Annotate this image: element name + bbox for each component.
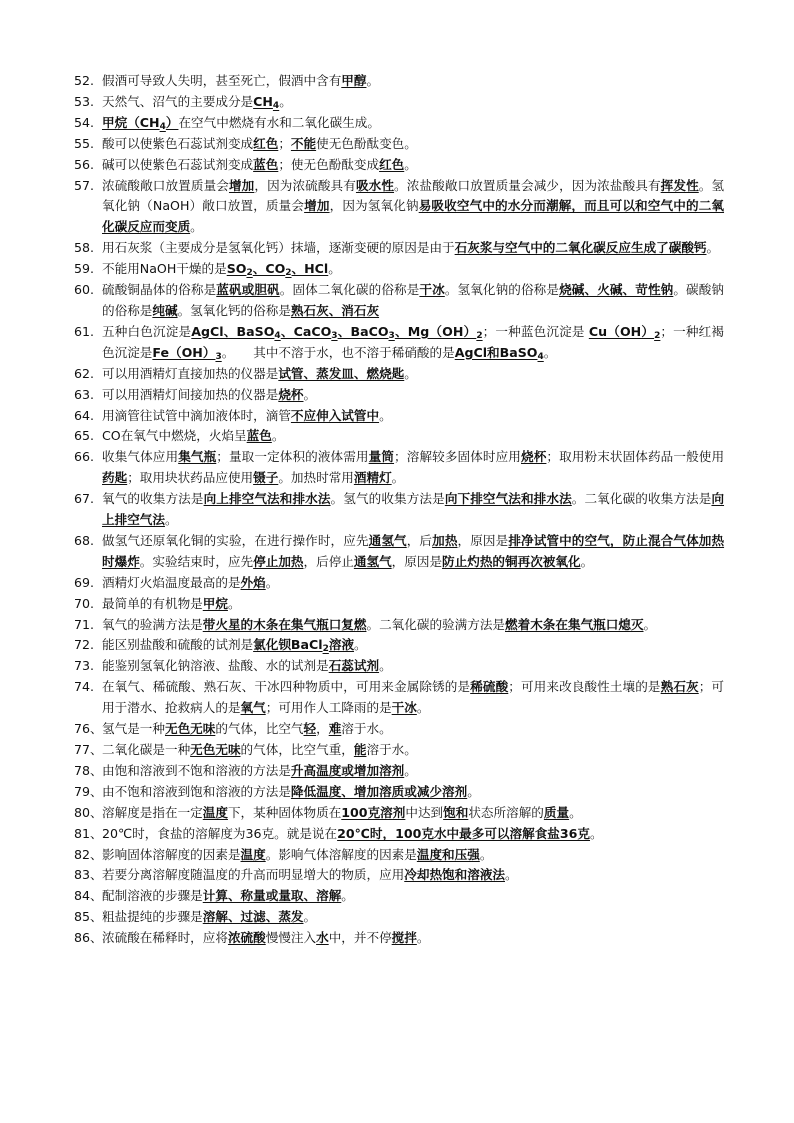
answer-keyword: 甲烷（CH: [102, 114, 160, 130]
answer-keyword: 熟石灰、消石灰: [290, 302, 380, 318]
item-number: 69.: [74, 574, 95, 590]
answer-keyword: 增加: [304, 198, 330, 214]
statement-text: ；使无色酚酞变成: [278, 156, 380, 172]
answer-keyword: SO: [226, 261, 247, 277]
list-item: [74, 155, 724, 176]
item-number: 84、: [74, 888, 103, 904]
list-item: [74, 740, 724, 761]
statement-text: 收集气体应用: [102, 449, 179, 465]
answer-keyword: 甲烷: [202, 595, 228, 611]
item-text: [102, 113, 724, 134]
list-item: [74, 635, 724, 656]
item-number: 56.: [74, 156, 95, 172]
statement-text: 。 其中不溶于水，也不溶于稀硝酸的是: [221, 344, 455, 360]
statement-text: 不能用NaOH干燥的是: [102, 261, 227, 277]
statement-text: 。: [227, 595, 241, 611]
statement-text: ；可用来改良酸性土壤的是: [508, 679, 661, 695]
answer-keyword: 纯碱: [152, 302, 178, 318]
answer-keyword: Cu（OH）: [588, 323, 655, 339]
answer-keyword: 外焰: [240, 574, 266, 590]
statement-text: 氢气是一种: [102, 721, 165, 737]
item-number: 71.: [74, 616, 95, 632]
statement-text: 。: [366, 73, 380, 88]
item-text: [102, 907, 724, 928]
statement-text: ，原因是: [391, 553, 443, 569]
list-item: [74, 113, 724, 134]
answer-keyword: 停止加热: [253, 553, 304, 569]
answer-keyword: 燃着木条在集气瓶口熄灭: [505, 616, 644, 632]
statement-text: 氧气的收集方法是: [102, 491, 204, 507]
statement-text: 中达到: [405, 804, 444, 820]
list-item: [74, 845, 724, 866]
statement-text: ；一种蓝色沉淀是: [482, 323, 589, 339]
statement-text: 。加热时常用: [278, 470, 354, 486]
statement-text: ，因为氢氧化钠: [329, 198, 419, 214]
statement-text: 溶于水。: [341, 721, 392, 737]
answer-keyword: 量筒: [368, 449, 395, 465]
answer-keyword: Fe（OH）: [152, 344, 216, 360]
answer-keyword: 升高温度或增加溶剂: [290, 762, 405, 778]
item-text: [102, 531, 724, 573]
item-text: [102, 176, 724, 239]
item-text: [102, 865, 724, 886]
statement-text: 若要分离溶解度随温度的升高而明显增大的物质，应用: [102, 867, 405, 883]
answer-keyword: 溶解、过滤、蒸发: [202, 909, 304, 925]
answer-keyword: 试管、蒸发皿、燃烧匙: [278, 365, 405, 381]
answer-keyword: 氧气: [240, 700, 266, 716]
list-item: [74, 364, 724, 385]
list-item: [74, 719, 724, 740]
statement-text: 由饱和溶液到不饱和溶液的方法是: [102, 762, 291, 778]
answer-subscript: 3: [388, 330, 395, 341]
item-text: [102, 92, 724, 113]
item-number: 76、: [74, 721, 103, 737]
answer-keyword: AgCl和BaSO: [454, 344, 538, 360]
list-item: [74, 803, 724, 824]
item-text: [102, 635, 724, 656]
answer-keyword: 烧杯: [521, 449, 547, 465]
statement-text: 碱可以使紫色石蕊试剂变成: [102, 156, 254, 172]
list-item: [74, 865, 724, 886]
statement-text: 的气体，比空气: [215, 721, 304, 737]
list-item: [74, 761, 724, 782]
statement-text: 。: [643, 616, 657, 632]
answer-keyword: 温度: [202, 804, 228, 820]
item-number: 62.: [74, 365, 95, 381]
statement-text: ，因为浓硫酸具有: [254, 177, 356, 193]
statement-text: 溶解度是指在一定: [102, 804, 203, 820]
item-number: 79、: [74, 783, 103, 799]
item-text: [102, 238, 724, 259]
list-item: [74, 406, 724, 427]
statement-text: 。: [580, 553, 594, 569]
list-item: [74, 385, 724, 406]
answer-keyword: 排净试管中的空气，防止混合气体加热时爆炸: [102, 532, 725, 569]
list-item: [74, 824, 724, 845]
statement-text: 浓硫酸在稀释时，应将: [102, 930, 228, 946]
item-text: [102, 928, 724, 949]
item-text: [102, 594, 724, 615]
answer-keyword: 酒精灯: [353, 470, 392, 486]
statement-text: 。: [328, 261, 341, 277]
statement-text: 五种白色沉淀是: [102, 323, 192, 339]
statement-text: 。碳酸钠的俗称是: [102, 282, 725, 318]
statement-text: ；可用作人工降雨的是: [265, 700, 392, 716]
statement-text: 能鉴别氢氧化钠溶液、盐酸、水的试剂是: [102, 658, 329, 674]
statement-text: 。氢气的收集方法是: [330, 491, 445, 507]
item-text: [102, 364, 724, 385]
statement-text: 。: [379, 407, 392, 423]
statement-text: 氧气的验满方法是: [102, 616, 203, 632]
answer-keyword: 、CO: [252, 261, 286, 277]
item-text: [102, 71, 724, 92]
statement-text: 。浓盐酸敞口放置质量会减少，因为浓盐酸具有: [394, 177, 661, 193]
item-text: [102, 447, 724, 489]
list-item: [74, 71, 724, 92]
item-text: [102, 259, 724, 280]
statement-text: 。氢氧化钠的俗称是: [444, 282, 560, 298]
list-item: [74, 531, 724, 573]
answer-keyword: 挥发性: [660, 177, 699, 193]
item-text: [102, 322, 724, 364]
statement-text: 。: [416, 700, 430, 716]
statement-text: 。: [416, 930, 430, 946]
statement-text: 二氧化碳是一种: [102, 742, 191, 757]
item-number: 72.: [74, 637, 95, 653]
statement-text: 20℃时，食盐的溶解度为36克。就是说在: [102, 825, 338, 841]
answer-keyword: 红色: [253, 135, 279, 151]
answer-keyword: 溶液: [328, 637, 355, 653]
item-text: [102, 406, 724, 427]
answer-keyword: 蓝色: [246, 428, 272, 444]
list-item: [74, 259, 724, 280]
answer-keyword: 药匙: [102, 470, 128, 486]
statement-text: 在氧气、稀硫酸、熟石灰、干冰四种物质中，可用来金属除锈的是: [102, 679, 471, 695]
answer-keyword: 熟石灰: [660, 679, 699, 695]
answer-keyword: 搅拌: [391, 930, 417, 946]
answer-keyword: 冷却热饱和溶液法: [404, 867, 505, 883]
statement-text: ，: [316, 721, 329, 737]
statement-text: ，后停止: [303, 553, 354, 569]
answer-keyword: 水: [316, 930, 329, 946]
answer-keyword: 红色: [379, 156, 405, 172]
answer-keyword: 干冰: [391, 700, 417, 716]
answer-subscript: 4: [274, 330, 281, 341]
statement-text: 。: [265, 574, 279, 590]
item-number: 81、: [74, 825, 103, 841]
item-text: [102, 677, 724, 719]
item-text: [102, 740, 724, 761]
list-item: [74, 656, 724, 677]
statement-text: CO在氧气中燃烧，火焰呈: [102, 428, 247, 444]
statement-text: ；取用粉末状固体药品一般使用: [546, 449, 725, 465]
answer-subscript: 2: [322, 644, 329, 655]
statement-text: 。二氧化碳的收集方法是: [571, 491, 712, 507]
item-number: 74.: [74, 679, 95, 695]
statement-text: 。: [341, 888, 354, 904]
answer-keyword: 吸水性: [355, 177, 395, 193]
list-item: [74, 322, 724, 364]
answer-keyword: 轻: [303, 721, 317, 737]
statement-text: ，后: [406, 532, 433, 548]
item-number: 55.: [74, 135, 95, 151]
statement-text: 做氢气还原氧化铜的实验，在进行操作时，应先: [102, 532, 369, 548]
statement-text: 。: [404, 365, 417, 381]
list-item: [74, 489, 724, 531]
item-number: 61.: [74, 323, 95, 339]
statement-text: 。: [303, 909, 317, 925]
item-number: 83、: [74, 867, 103, 883]
statement-text: 。: [505, 867, 518, 883]
list-item: [74, 573, 724, 594]
answer-keyword: 不应伸入试管中: [290, 407, 380, 423]
answer-keyword: 甲醇: [341, 73, 367, 88]
item-number: 63.: [74, 386, 95, 402]
statement-text: 酒精灯火焰温度最高的是: [102, 574, 241, 590]
answer-keyword: 温度和压强: [416, 846, 480, 862]
statement-text: 。: [569, 804, 582, 820]
statement-text: 下，某种固体物质在: [227, 804, 342, 820]
answer-subscript: 2: [654, 330, 661, 341]
item-text: [102, 886, 724, 907]
answer-keyword: 蓝色: [253, 156, 279, 172]
answer-keyword: 烧杯: [278, 386, 304, 402]
statement-text: ；一种红褐色沉淀是: [102, 323, 725, 360]
list-item: [74, 426, 724, 447]
item-number: 58.: [74, 240, 95, 256]
statement-text: 溶于水。: [366, 742, 417, 757]
answer-keyword: 通氢气: [368, 532, 407, 548]
statement-text: ；量取一定体积的液体需用: [216, 449, 369, 465]
statement-text: 可以用酒精灯直接加热的仪器是: [102, 365, 279, 381]
item-text: [102, 845, 724, 866]
item-number: 67.: [74, 491, 95, 507]
list-item: [74, 176, 724, 239]
list-item: [74, 615, 724, 636]
statement-text: 使无色酚酞变色。: [316, 135, 417, 151]
answer-keyword: 易吸收空气中的水分而潮解，而且可以和空气中的二氧化碳反应而变质: [102, 198, 725, 235]
answer-keyword: 氯化钡BaCl: [253, 637, 323, 653]
answer-keyword: 防止灼热的铜再次被氧化: [442, 553, 581, 569]
statement-text: 慢慢注入: [265, 930, 317, 946]
item-text: [102, 280, 724, 322]
list-item: [74, 907, 724, 928]
answer-subscript: 3: [331, 330, 338, 341]
item-text: [102, 719, 724, 740]
statement-text: 。: [279, 93, 292, 109]
answer-keyword: 带火星的木条在集气瓶口复燃: [202, 616, 367, 632]
item-number: 82、: [74, 846, 103, 862]
item-text: [102, 385, 724, 406]
item-text: [102, 615, 724, 636]
item-number: 60.: [74, 282, 95, 298]
statement-text: 粗盐提纯的步骤是: [102, 909, 203, 925]
list-item: [74, 238, 724, 259]
answer-keyword: 饱和: [443, 804, 469, 820]
statement-text: 中，并不停: [328, 930, 392, 946]
answer-keyword: 无色无味: [164, 721, 216, 737]
statement-text: 。: [391, 470, 405, 486]
list-item: [74, 677, 724, 719]
list-item: [74, 134, 724, 155]
answer-keyword: 质量: [543, 804, 570, 820]
answer-keyword: 石蕊试剂: [328, 658, 380, 674]
statement-text: 用滴管往试管中滴加液体时，滴管: [102, 407, 291, 423]
statement-text: 。: [379, 658, 392, 674]
statement-text: 在空气中燃烧有水和二氧化碳生成。: [178, 114, 380, 130]
statement-text: 。: [706, 240, 720, 256]
item-text: [102, 803, 724, 824]
item-text: [102, 134, 724, 155]
answer-keyword: 不能: [290, 135, 317, 151]
answer-keyword: 温度: [240, 846, 266, 862]
answer-keyword: 石灰浆与空气中的二氧化碳反应生成了碳酸钙: [454, 240, 707, 256]
answer-keyword: 向上排空气法: [102, 491, 725, 528]
answer-keyword: 难: [328, 721, 342, 737]
statement-text: 。实验结束时，应先: [139, 553, 254, 569]
answer-keyword: CH: [253, 93, 273, 109]
item-text: [102, 824, 724, 845]
answer-keyword: 增加: [228, 177, 255, 193]
item-number: 77、: [74, 742, 103, 757]
answer-keyword: 浓硫酸: [227, 930, 266, 946]
statement-text: 。氢氧化钠（NaOH）敞口放置，质量会: [102, 177, 725, 214]
list-item: [74, 594, 724, 615]
item-number: 54.: [74, 114, 95, 130]
answer-keyword: 向上排空气法和排水法: [203, 491, 331, 507]
statement-text: 由不饱和溶液到饱和溶液的方法是: [102, 783, 291, 799]
item-number: 85、: [74, 909, 103, 925]
statement-text: ；: [278, 135, 291, 151]
statement-text: ，原因是: [457, 532, 509, 548]
item-number: 80、: [74, 804, 103, 820]
statement-text: 。: [404, 762, 417, 778]
statement-text: 。影响气体溶解度的因素是: [265, 846, 417, 862]
statement-text: 假酒可导致人失明，甚至死亡，假酒中含有: [102, 73, 342, 88]
answer-keyword: 、BaCO: [337, 323, 389, 339]
answer-subscript: 4: [537, 351, 544, 362]
answer-keyword: 、CaCO: [280, 323, 332, 339]
statement-text: 浓硫酸敞口放置质量会: [102, 177, 229, 193]
statement-text: ；取用块状药品应使用: [127, 470, 254, 486]
item-text: [102, 155, 724, 176]
item-number: 68.: [74, 532, 95, 548]
answer-keyword: 100克溶剂: [341, 804, 406, 820]
answer-keyword: 稀硫酸: [470, 679, 509, 695]
statement-text: 。: [404, 156, 417, 172]
statement-text: 。: [271, 428, 285, 444]
item-number: 78、: [74, 762, 103, 778]
answer-keyword: 镊子: [253, 470, 279, 486]
answer-subscript: 4: [159, 121, 166, 132]
answer-keyword: 干冰: [419, 282, 445, 298]
statement-text: 。: [590, 825, 603, 841]
answer-subscript: 2: [246, 268, 253, 279]
item-text: [102, 656, 724, 677]
statement-text: 的气体，比空气重，: [240, 742, 354, 757]
answer-keyword: 降低温度、增加溶质或减少溶剂: [290, 783, 468, 799]
statement-text: 。: [190, 219, 203, 235]
answer-keyword: 集气瓶: [178, 449, 217, 465]
answer-subscript: 2: [285, 268, 292, 279]
answer-keyword: 向下排空气法和排水法: [444, 491, 572, 507]
statement-text: 用石灰浆（主要成分是氢氧化钙）抹墙，逐渐变硬的原因是由于: [102, 240, 455, 256]
answer-subscript: 3: [215, 351, 222, 362]
item-number: 65.: [74, 428, 95, 444]
item-number: 52.: [74, 73, 95, 88]
answer-keyword: ）: [165, 114, 179, 130]
item-number: 59.: [74, 261, 95, 277]
answer-subscript: 4: [272, 100, 280, 111]
statement-text: 。: [543, 344, 557, 360]
list-item: [74, 447, 724, 489]
answer-keyword: 、Mg（OH）: [394, 323, 477, 339]
statement-text: 。: [479, 846, 493, 862]
statement-text: 。: [303, 386, 317, 402]
item-number: 64.: [74, 407, 95, 423]
answer-keyword: 加热: [432, 532, 458, 548]
statement-text: 最简单的有机物是: [102, 595, 203, 611]
statement-text: 酸可以使紫色石蕊试剂变成: [102, 135, 254, 151]
statement-text: 。固体二氧化碳的俗称是: [279, 282, 420, 298]
answer-keyword: 无色无味: [190, 742, 241, 757]
item-number: 86、: [74, 930, 103, 946]
item-text: [102, 489, 724, 531]
statement-text: 。二氧化碳的验满方法是: [366, 616, 505, 632]
answer-keyword: 计算、称量或量取、溶解: [202, 888, 342, 904]
answer-keyword: AgCl、BaSO: [191, 323, 275, 339]
answer-keyword: 20℃时，100克水中最多可以溶解食盐36克: [337, 825, 591, 841]
item-text: [102, 761, 724, 782]
statement-text: 硫酸铜晶体的俗称是: [102, 282, 217, 298]
statement-text: 可以用酒精灯间接加热的仪器是: [102, 386, 279, 402]
item-text: [102, 782, 724, 803]
statement-text: 配制溶液的步骤是: [102, 888, 203, 904]
item-number: 53.: [74, 93, 95, 109]
answer-keyword: 能: [353, 742, 367, 757]
answer-keyword: 、HCl: [291, 261, 329, 277]
item-number: 57.: [74, 177, 95, 193]
statement-text: 能区别盐酸和硫酸的试剂是: [102, 637, 254, 653]
list-item: [74, 928, 724, 949]
list-item: [74, 280, 724, 322]
answer-keyword: 烧碱、火碱、苛性钠: [559, 282, 674, 298]
item-number: 70.: [74, 595, 95, 611]
item-text: [102, 426, 724, 447]
item-number: 66.: [74, 449, 95, 465]
statement-text: 。氢氧化钙的俗称是: [177, 302, 291, 318]
statement-text: 。: [164, 512, 178, 528]
list-item: [74, 886, 724, 907]
list-item: [74, 782, 724, 803]
item-number: 73.: [74, 658, 95, 674]
answer-subscript: 2: [476, 330, 483, 341]
item-text: [102, 573, 724, 594]
statement-text: 。: [467, 783, 480, 799]
answer-keyword: 通氢气: [353, 553, 392, 569]
list-item: [74, 92, 724, 113]
statement-text: 影响固体溶解度的因素是: [102, 846, 241, 862]
statement-text: ；溶解较多固体时应用: [394, 449, 522, 465]
statement-text: 天然气、沼气的主要成分是: [102, 93, 254, 109]
statement-text: ；可用于潜水、抢救病人的是: [102, 679, 725, 716]
statement-text: 状态所溶解的: [468, 804, 544, 820]
statement-text: 。: [354, 637, 367, 653]
document-body: [74, 71, 724, 949]
answer-keyword: 蓝矾或胆矾: [216, 282, 280, 298]
